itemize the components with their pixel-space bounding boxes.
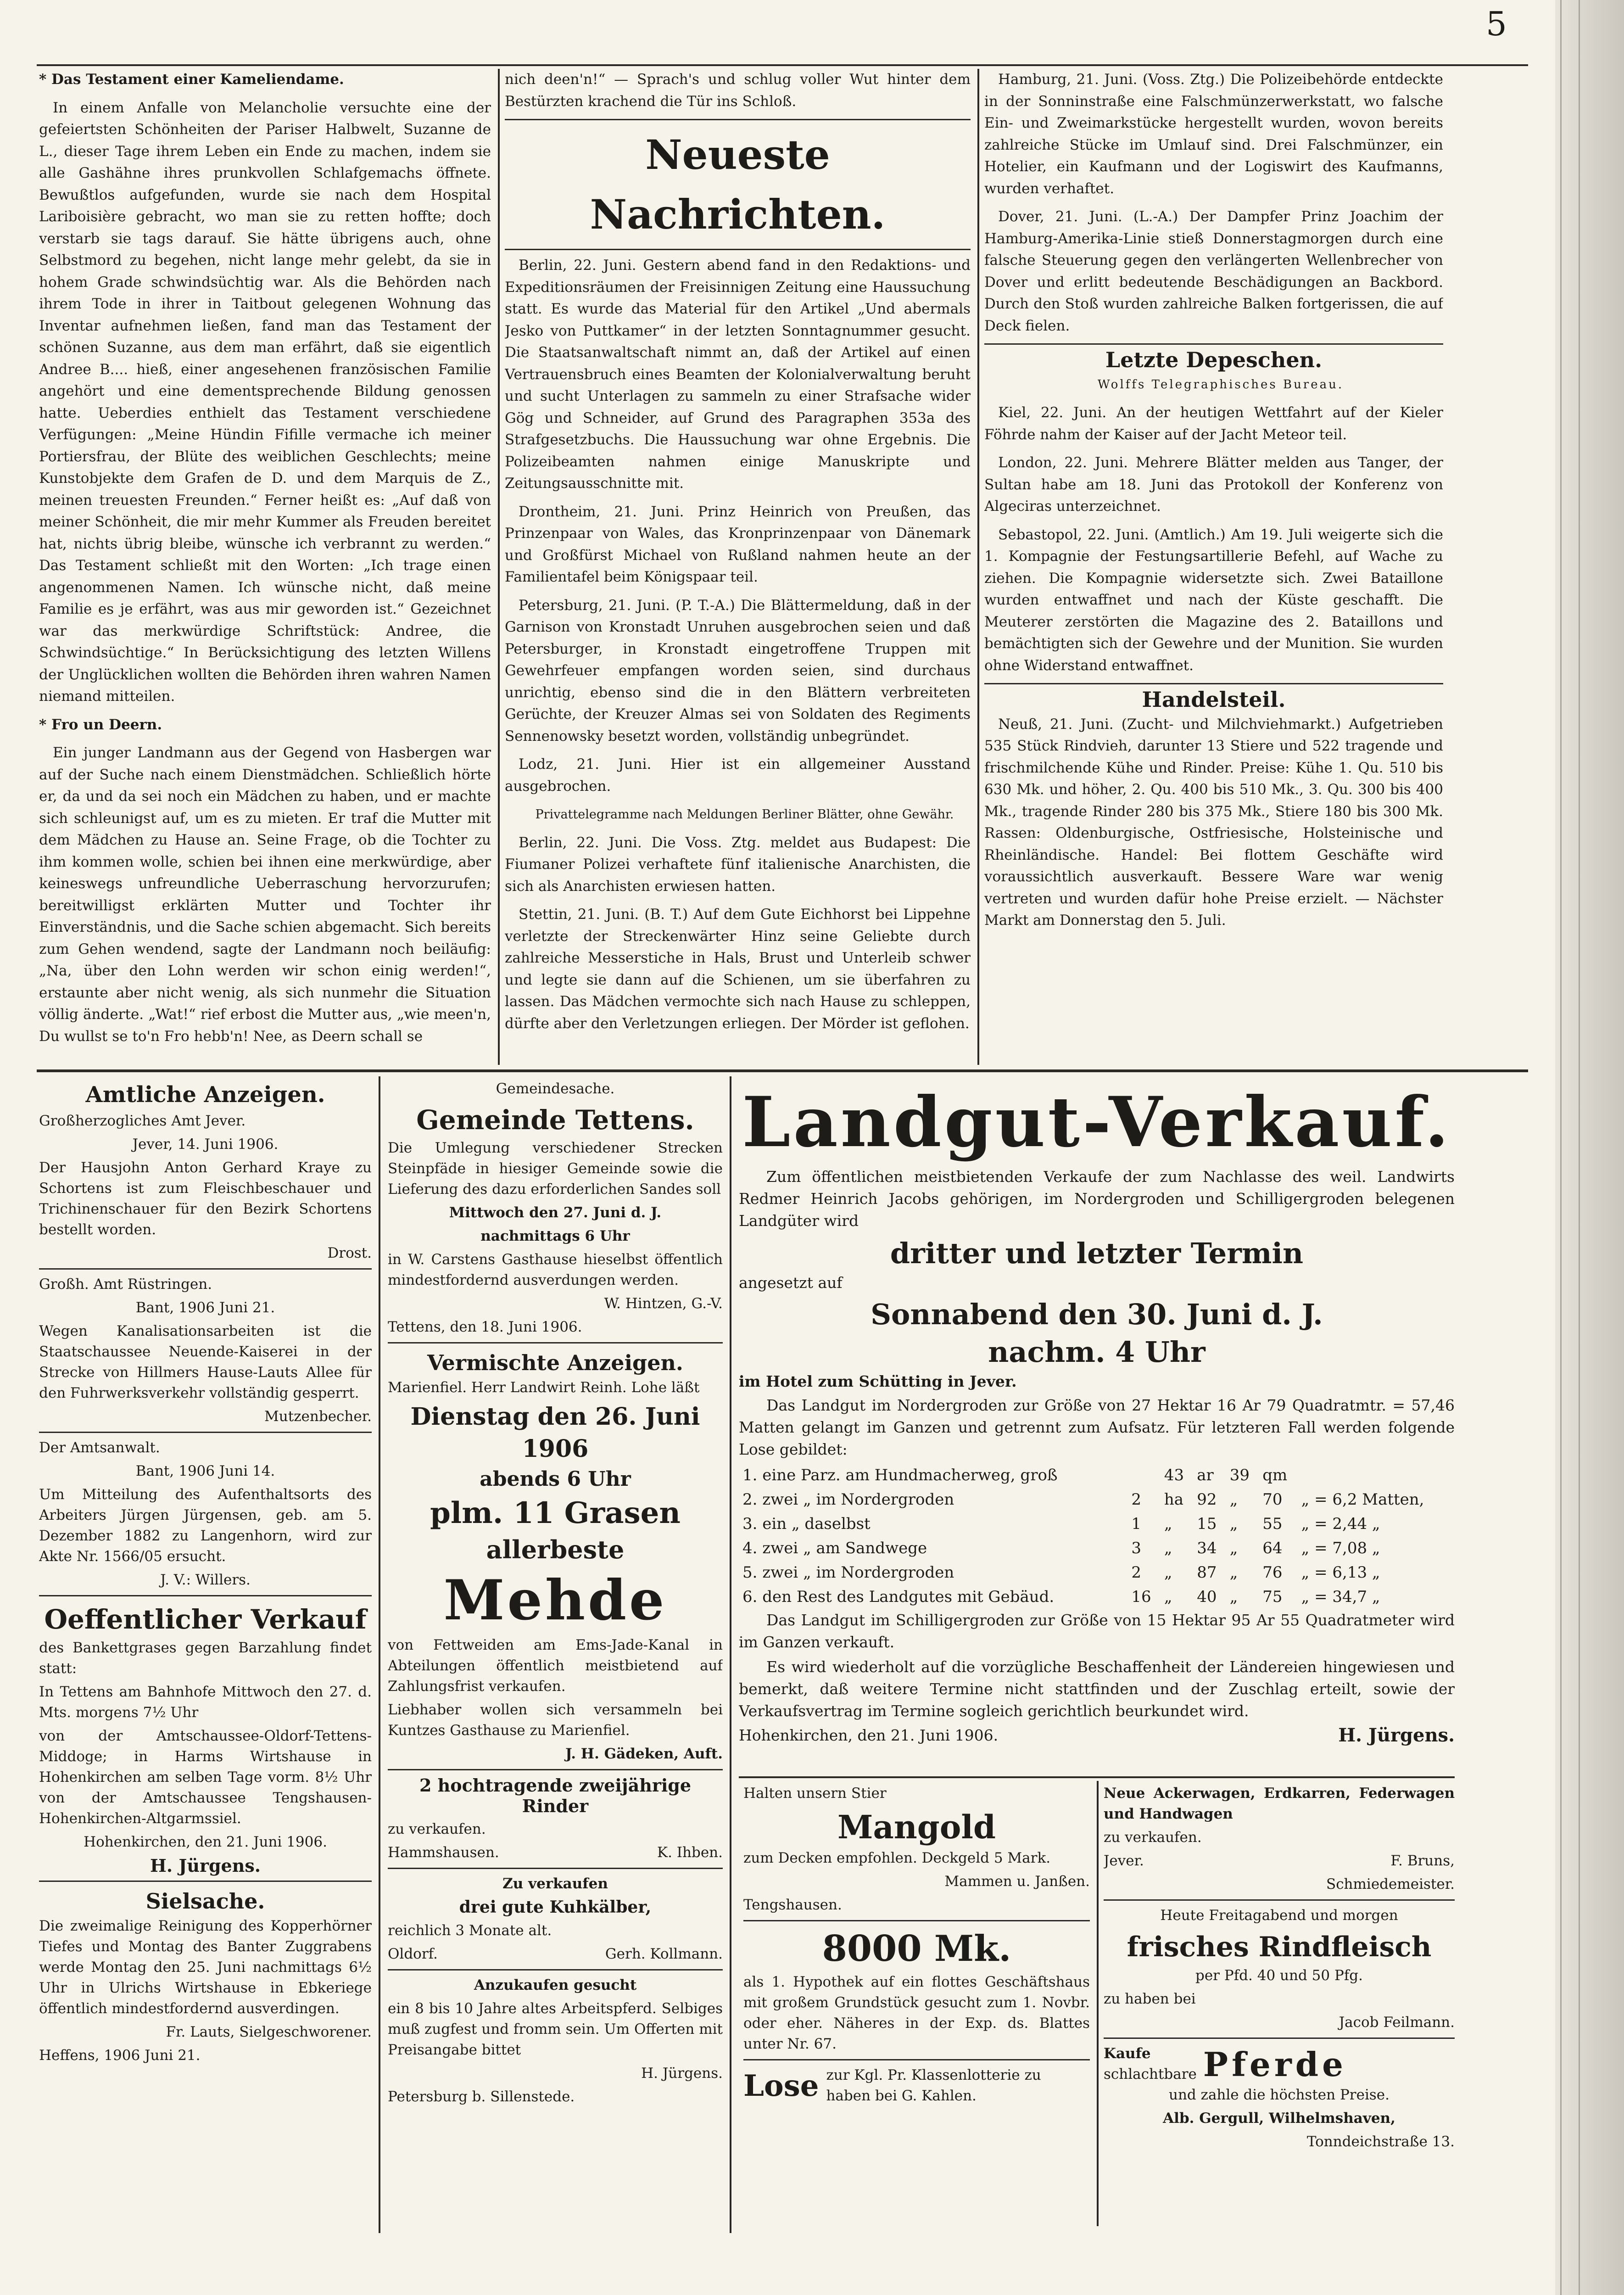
ad-place: Petersburg b. Sillenstede.: [388, 2088, 575, 2105]
section-title: Neueste Nachrichten.: [590, 131, 886, 238]
column-2: [505, 69, 971, 1065]
lot-row: [739, 1488, 1455, 1512]
lot-cell: 64: [1262, 1539, 1283, 1557]
ad-headline: Mehde: [443, 1568, 667, 1633]
ad-title: Gemeinde Tettens.: [416, 1104, 694, 1136]
lot-cell: 3. ein „ daselbst: [742, 1515, 871, 1533]
news-item: Neuß, 21. Juni. (Zucht- und Milchviehmarkt.) Aufgetrieben 535 Stück Rindvieh, darunter 13 Stiere und 522 tragende und frischmilchende Kühe und Rinder. Preise: Kühe 1. Qu. 510 bis 630 Mk. und höher, 2. Qu. 400 bis 510 Mk., 3. Qu. 300 bis 400 Mk., tragende Rinder 280 bis 375 Mk., Stiere 180 bis 300 Mk. Rassen: Oldenburgische, Ostfriesische, Holsteinische und Rheinländische. Handel: Bei flottem Geschäfte wird voraussichtlich ausverkauft. Bessere Ware war wenig vertreten und wurden dafür hohe Preise erzielt. — Nächster Markt am Donnerstag den 5. Juli.: [984, 716, 1443, 929]
ad-body: Es wird wiederholt auf die vorzügliche Beschaffenheit der Ländereien hingewiesen und bemerkt, daß weitere Termine nicht stattfinden und der Zuschlag erteilt, sowie der Verkaufsvertrag im Termine sogleich gerichtlich beurkundet wird.: [739, 1658, 1455, 1720]
lot-cell: [1298, 1463, 1455, 1488]
ad-date: Heffens, 1906 Juni 21.: [39, 2047, 201, 2064]
ad-date: Hohenkirchen, den 21. Juni 1906.: [84, 1834, 327, 1850]
small-ads-right: [1104, 1783, 1455, 2226]
lot-row: [739, 1585, 1455, 1609]
ad-headline: Lose: [743, 2068, 819, 2103]
small-ads-left: [743, 1783, 1090, 2226]
ad-signature: H. Jürgens.: [641, 2065, 723, 2082]
column-1: [39, 69, 491, 1065]
news-item: Dover, 21. Juni. (L.-A.) Der Dampfer Prinz Joachim der Hamburg-Amerika-Linie stieß Donnerstagmorgen durch eine falsche Steuerung gegen den verlängerten Wellenbrecher von Dover und erlitt bedeutende Beschädigungen an Backbord. Durch den Stoß wurden zahlreiche Balken fortgerissen, die auf Deck fielen.: [984, 208, 1443, 334]
ad-body: von der Amtschaussee-Oldorf-Tettens-Middoge; in Harms Wirtshause in Hohenkirchen am selben Tage vorm. 8½ Uhr von der Amtschaussee Tengshausen-Hohenkirchen-Altgarmssiel.: [39, 1728, 372, 1827]
news-item: Kiel, 22. Juni. An der heutigen Wettfahrt auf der Kieler Föhrde nahm der Kaiser auf der Jacht Meteor teil.: [984, 404, 1443, 443]
article-continuation: nich deen'n!“ — Sprach's und schlug voller Wut hinter dem Bestürzten krachend die Tür ins Schloß.: [505, 71, 971, 110]
ad-signature: F. Bruns,: [1390, 1853, 1455, 1869]
lot-cell: 3: [1131, 1539, 1141, 1557]
ad-signature: Fr. Lauts, Sielgeschworener.: [166, 2024, 372, 2040]
lot-row: [739, 1463, 1455, 1488]
ad-date: Tettens, den 18. Juni 1906.: [388, 1319, 582, 1335]
ad-headline: Landgut-Verkauf.: [742, 1082, 1451, 1163]
ad-date: Jever, 14. Juni 1906.: [132, 1136, 279, 1153]
ads-middle-column: [388, 1079, 723, 2231]
lot-cell: [1127, 1463, 1160, 1488]
ad-authority: Großherzogliches Amt Jever.: [39, 1113, 246, 1129]
lot-cell: „: [1229, 1490, 1238, 1509]
ad-title: Anzukaufen gesucht: [474, 1977, 637, 1993]
ad-body: ein 8 bis 10 Jahre altes Arbeitspferd. Selbiges muß zugfest und fromm sein. Um Offerten mit Preisangabe bittet: [388, 2000, 723, 2058]
lot-cell: 87: [1197, 1563, 1217, 1582]
lot-cell: 15: [1197, 1515, 1217, 1533]
ad-body: Liebhaber wollen sich versammeln bei Kuntzes Gasthause zu Marienfiel.: [388, 1702, 723, 1739]
ad-signature: J. H. Gädeken, Auft.: [565, 1746, 723, 1762]
ad-body: Zum öffentlichen meistbietenden Verkaufe der zum Nachlasse des weil. Landwirts Redmer Heinrich Jacobs gehörigen, im Nordergroden und Schilligergroden belegenen Landgüter wird: [739, 1168, 1455, 1230]
ad-rule: [739, 1776, 1455, 1778]
ad-place: Tengshausen.: [743, 1897, 842, 1913]
news-item: Petersburg, 21. Juni. (P. T.-A.) Die Blättermeldung, daß in der Garnison von Kronstadt Unruhen ausgebrochen seien und daß Petersburger, in Kronstadt eingetroffene Truppen mit Gewehrfeuer empfangen worden seien, sind durchaus unrichtig, ebenso sind die in den Blättern verbreiteten Gerüchte, der Kreuzer Almas sei von Soldaten des Regiments Sennenowsky besetzt worden, vollständig unbegründet.: [505, 597, 971, 744]
ad-headline: drei gute Kuhkälber,: [459, 1898, 652, 1917]
ad-title: 2 hochtragende zweijährige Rinder: [419, 1775, 692, 1816]
ad-body: Halten unsern Stier: [743, 1785, 887, 1802]
lot-row: [739, 1536, 1455, 1561]
article-body: In einem Anfalle von Melancholie versuchte eine der gefeiertsten Schönheiten der Pariser Halbwelt, Suzanne de L., dieser Tage ihrem Leben ein Ende zu machen, indem sie alle Gashähne ihres prunkvollen Schlafgemachs öffnete. Bewußtlos aufgefunden, wurde sie nach dem Hospital Lariboisière gebracht, wo man sie zu retten hoffte; doch verstarb sie tags darauf. Sie hätte übrigens auch, ohne Selbstmord zu begehen, nicht lange mehr gelebt, da sie in hohem Grade schwindsüchtig war. Als die Behörden nach ihrem Tode in ihrer in Taitbout gelegenen Wohnung das Inventar aufnehmen ließen, fand man das Testament der schönen Suzanne, aus dem man erfährt, daß sie eigentlich Andree B.... hieß, einer angesehenen französischen Familie angehört und eine dementsprechende Bildung genossen hatte. Ueberdies enthielt das Testament verschiedene Verfügungen: „Meine Hündin Fifille vermache ich meiner Portiersfrau, der Blüte des weiblichen Geschlechts; meine Kunstobjekte dem Grafen de D. und dem Marquis de Z., meinen treuesten Freunden.“ Ferner heißt es: „Auf daß von meiner Schönheit, die mir mehr Kummer als Freuden bereitet hat, nichts übrig bleibe, wünsche ich verbrannt zu werden.“ Das Testament schließt mit den Worten: „Ich trage einen angenommenen Namen. Ich wünsche nicht, daß meine Familie es je erfährt, was aus mir geworden ist.“ Gezeichnet war das merkwürdige Schriftstück: Andree, die Schwindsüchtige.“ In Berücksichtigung des letzten Willens der Unglücklichen wollten die Behörden ihren wahren Namen niemand mitteilen.: [39, 99, 491, 705]
lot-cell: 43: [1164, 1466, 1184, 1484]
ad-time: abends 6 Uhr: [480, 1467, 631, 1491]
ad-body: zu verkaufen.: [388, 1821, 486, 1837]
ad-body: Der Hausjohn Anton Gerhard Kraye zu Schortens ist zum Fleischbeschauer und Trichinenschauer für den Bezirk Schortens bestellt worden.: [39, 1159, 372, 1238]
lot-cell: 2: [1131, 1563, 1141, 1582]
lot-cell: 2. zwei „ im Nordergroden: [742, 1490, 954, 1509]
ad-signature: W. Hintzen, G.-V.: [604, 1295, 723, 1312]
lot-cell: 39: [1229, 1466, 1250, 1484]
ad-time: nachm. 4 Uhr: [988, 1335, 1205, 1369]
lots-table: [739, 1463, 1455, 1609]
ad-title: Sielsache.: [145, 1889, 265, 1914]
ad-body: zur Kgl. Pr. Klassenlotterie zu haben bei G. Kahlen.: [826, 2067, 1041, 2104]
ad-body: in W. Carstens Gasthause hieselbst öffentlich mindestfordernd ausverdungen werden.: [388, 1251, 723, 1288]
news-item: Lodz, 21. Juni. Hier ist ein allgemeiner Ausstand ausgebrochen.: [505, 756, 971, 795]
lot-cell: 5. zwei „ im Nordergroden: [742, 1563, 954, 1582]
ad-body: zum Decken empfohlen. Deckgeld 5 Mark.: [743, 1850, 1051, 1866]
ad-signature: Mammen u. Janßen.: [944, 1873, 1090, 1890]
news-item: London, 22. Juni. Mehrere Blätter melden aus Tanger, der Sultan habe am 18. Juni das Protokoll der Konferenz von Algeciras unterzeichnet.: [984, 454, 1443, 515]
ad-signature: Schmiedemeister.: [1326, 1876, 1455, 1892]
lot-cell: „: [1164, 1539, 1172, 1557]
ad-place: im Hotel zum Schütting in Jever.: [739, 1372, 1017, 1390]
ad-column-rule: [379, 1076, 380, 2233]
lot-cell: 34: [1197, 1539, 1217, 1557]
ad-place: Oldorf.: [388, 1946, 438, 1962]
ad-time: nachmittags 6 Uhr: [480, 1228, 630, 1244]
ad-headline: dritter und letzter Termin: [890, 1237, 1304, 1270]
ad-title: Oeffentlicher Verkauf: [44, 1604, 367, 1635]
ad-date: Bant, 1906 Juni 14.: [135, 1463, 275, 1479]
ad-price: per Pfd. 40 und 50 Pfg.: [1195, 1967, 1363, 1984]
private-telegram-note: Privattelegramme nach Meldungen Berliner Blätter, ohne Gewähr.: [535, 807, 954, 822]
lot-cell: 70: [1262, 1490, 1283, 1509]
lot-row: [739, 1561, 1455, 1585]
lot-cell: „: [1229, 1515, 1238, 1533]
page-edge-line: [1579, 0, 1580, 2295]
article-title: * Fro un Deern.: [39, 716, 162, 733]
article-body: Ein junger Landmann aus der Gegend von Hasbergen war auf der Suche nach einem Dienstmädchen. Schließlich hörte er, da und da sei noch ein Mädchen zu haben, und er machte sich schleunigst auf, um es zu mieten. Er traf die Mutter mit dem Mädchen zu Hause an. Seine Frage, ob die Tochter zu ihm kommen wolle, schien bei ihnen eine merkwürdige, aber keineswegs unfreundliche Ueberraschung hervorzurufen; bereitwilligst erklärten Mutter und Tochter ihr Einverständnis, und die Sache schien abgemacht. Sich bereits zum Gehen wendend, sagte der Landmann noch beiläufig: „Na, über den Lohn werden wir schon einig werden!“, erstaunte aber nicht wenig, als sich nunmehr die Situation völlig änderte. „Wat!“ rief erbost die Mutter aus, „wie meen'n, Du wullst se to'n Fro hebb'n! Nee, as Deern schall se: [39, 744, 491, 1045]
ad-signature: K. Ihben.: [657, 1844, 723, 1861]
lot-cell: qm: [1262, 1466, 1288, 1484]
ad-body: Marienfiel. Herr Landwirt Reinh. Lohe läßt: [388, 1379, 700, 1396]
ad-column-rule: [730, 1076, 731, 2233]
lot-cell: „: [1229, 1539, 1238, 1557]
lot-cell: „ = 7,08 „: [1301, 1539, 1380, 1557]
ad-signature: H. Jürgens.: [150, 1855, 261, 1876]
news-item: Stettin, 21. Juni. (B. T.) Auf dem Gute Eichhorst bei Lippehne verletzte der Streckenwärter Hinz seine Geliebte durch zahlreiche Messerstiche in Hals, Brust und Unterleib schwer und legte sie dann auf die Schienen, um sie überfahren zu lassen. Das Mädchen vermochte sich nach Hause zu schleppen, dürfte aber den Verletzungen erliegen. Der Mörder ist geflohen.: [505, 906, 971, 1032]
ad-signature: Gerh. Kollmann.: [605, 1946, 723, 1962]
lot-cell: 6. den Rest des Landgutes mit Gebäud.: [742, 1588, 1055, 1606]
ad-authority: Großh. Amt Rüstringen.: [39, 1276, 212, 1293]
lot-cell: „: [1164, 1515, 1172, 1533]
ad-body: Die zweimalige Reinigung des Kopperhörner Tiefes und Montag des Banter Zuggrabens werde Montag den 25. Juni nachmittags 6½ Uhr in Ulrichs Wirtshause in Ebkeriege öffentlich mindestfordernd ausverdingen.: [39, 1918, 372, 2017]
ad-title: Neue Ackerwagen, Erdkarren, Federwagen und Handwagen: [1104, 1785, 1455, 1822]
ad-date: Mittwoch den 27. Juni d. J.: [449, 1204, 662, 1221]
lot-cell: 1. eine Parz. am Hundmacherweg, groß: [742, 1466, 1058, 1484]
ad-body: angesetzt auf: [739, 1274, 843, 1292]
lot-cell: ar: [1197, 1466, 1214, 1484]
ad-headline: frisches Rindfleisch: [1127, 1931, 1432, 1963]
ads-heading: Amtliche Anzeigen.: [85, 1082, 325, 1108]
ad-date: Bant, 1906 Juni 21.: [135, 1299, 275, 1316]
lot-cell: „: [1229, 1563, 1238, 1582]
lot-cell: „ = 2,44 „: [1301, 1515, 1380, 1533]
section-title: Letzte Depeschen.: [1105, 347, 1323, 372]
article-title: * Das Testament einer Kameliendame.: [39, 71, 344, 88]
ad-address: Tonndeichstraße 13.: [1306, 2133, 1455, 2150]
lot-cell: „ = 34,7 „: [1301, 1588, 1380, 1606]
page-number: 5: [1486, 5, 1507, 43]
ad-date: Sonnabend den 30. Juni d. J.: [871, 1298, 1323, 1331]
news-item: Berlin, 22. Juni. Die Voss. Ztg. meldet aus Budapest: Die Fiumaner Polizei verhaftete fünf italienische Anarchisten, die sich als Anarchisten erwiesen hatten.: [505, 834, 971, 895]
ad-column-rule: [1097, 1781, 1099, 2226]
ad-body: und zahle die höchsten Preise.: [1168, 2087, 1390, 2103]
ad-signature: Jacob Feilmann.: [1339, 2014, 1455, 2031]
ad-body: reichlich 3 Monate alt.: [388, 1922, 552, 1939]
news-item: Drontheim, 21. Juni. Prinz Heinrich von Preußen, das Prinzenpaar von Wales, das Kronprinzenpaar von Dänemark und Großfürst Michael von Rußland nahmen heute an der Familientafel beim Königspaar teil.: [505, 503, 971, 585]
news-item: Berlin, 22. Juni. Gestern abend fand in den Redaktions- und Expeditionsräumen der Freisinnigen Zeitung eine Haussuchung statt. Es wurde das Material für den Artikel „Und abermals Jesko von Puttkamer“ in der letzten Sonntagnummer gesucht. Die Staatsanwaltschaft nimmt an, daß der Artikel auf einen Vertrauensbruch eines Beamten der Kolonialverwaltung beruht und sucht Unterlagen zu sammeln zu einer Strafsache wider Gög und Schneider, auf Grund des Paragraphen 353a des Strafgesetzbuchs. Die Haussuchung war ohne Ergebnis. Die Polizeibeamten nahmen einige Manuskripte und Zeitungsausschnitte mit.: [505, 257, 971, 492]
ad-body: Das Landgut im Schilligergroden zur Größe von 15 Hektar 95 Ar 55 Quadratmeter wird im Ganzen verkauft.: [739, 1611, 1455, 1651]
ad-body: Die Umlegung verschiedener Strecken Steinpfäde in hiesiger Gemeinde sowie die Lieferung des dazu erforderlichen Sandes soll: [388, 1140, 723, 1198]
ad-date: Hohenkirchen, den 21. Juni 1906.: [739, 1726, 999, 1744]
lot-cell: ha: [1164, 1490, 1183, 1509]
lot-row: [739, 1512, 1455, 1536]
column-rule: [498, 69, 500, 1065]
ad-body: schlachtbare: [1104, 2066, 1197, 2082]
ad-signature: Drost.: [327, 1245, 372, 1261]
ad-title: Zu verkaufen: [502, 1875, 608, 1892]
lot-cell: 75: [1262, 1588, 1283, 1606]
lot-cell: 2: [1131, 1490, 1141, 1509]
ad-headline: Pferde: [1203, 2044, 1347, 2084]
section-rule: [37, 1069, 1528, 1072]
lot-cell: 1: [1131, 1515, 1141, 1533]
lot-cell: 76: [1262, 1563, 1283, 1582]
news-item: Sebastopol, 22. Juni. (Amtlich.) Am 19. Juli weigerte sich die 1. Kompagnie der Festungsartillerie Befehl, auf Wache zu ziehen. Die Kompagnie widersetzte sich. Zwei Bataillone wurden entwaffnet und nach der Küste geschafft. Die Meuterer zerstörten die Magazine des 2. Bataillons und bemächtigten sich der Gewehre und der Munition. Sie wurden ohne Widerstand entwaffnet.: [984, 526, 1443, 674]
ads-left-column: [39, 1079, 372, 2231]
ad-headline: 8000 Mk.: [822, 1928, 1011, 1970]
lot-cell: 55: [1262, 1515, 1283, 1533]
ad-body: zu verkaufen.: [1104, 1829, 1202, 1846]
column-3: [984, 69, 1443, 1065]
column-rule: [977, 69, 979, 1065]
ad-body: Das Landgut im Nordergroden zur Größe von 27 Hektar 16 Ar 79 Quadratmtr. = 57,46 Matten gelangt im Ganzen und getrennt zum Aufsatz. Für letzteren Fall werden folgende Lose gebildet:: [739, 1396, 1455, 1458]
ad-place: Hammshausen.: [388, 1844, 499, 1861]
section-title: Handelsteil.: [1142, 687, 1286, 712]
ad-authority: Der Amtsanwalt.: [39, 1439, 160, 1456]
ad-date: Dienstag den 26. Juni 1906: [410, 1403, 700, 1463]
ad-signature: Mutzenbecher.: [264, 1408, 372, 1425]
lot-cell: 40: [1197, 1588, 1217, 1606]
ad-headline: Mangold: [837, 1808, 996, 1846]
lot-cell: „: [1164, 1563, 1172, 1582]
lot-cell: 16: [1131, 1588, 1151, 1606]
ad-headline: allerbeste: [486, 1535, 625, 1564]
lot-cell: 92: [1197, 1490, 1217, 1509]
top-rule: [37, 64, 1528, 66]
ad-signature: J. V.: Willers.: [160, 1572, 251, 1588]
section-subtitle: Wolffs Telegraphisches Bureau.: [1097, 377, 1344, 392]
ad-subheading: Gemeindesache.: [496, 1080, 615, 1097]
ad-body: zu haben bei: [1104, 1991, 1196, 2007]
ad-body: als 1. Hypothek auf ein flottes Geschäftshaus mit großem Grundstück gesucht zum 1. Novbr. oder eher. Näheres in der Exp. ds. Blattes unter Nr. 67.: [743, 1974, 1090, 2052]
news-item: Hamburg, 21. Juni. (Voss. Ztg.) Die Polizeibehörde entdeckte in der Sonninstraße eine Falschmünzerwerkstatt, wo falsche Ein- und Zweimarkstücke hergestellt wurden, wovon bereits zahlreiche Stücke im Umlauf sind. Drei Falschmünzer, ein Hotelier, ein Kaufmann und der Logiswirt des Kaufmanns, wurden verhaftet.: [984, 71, 1443, 197]
ad-signature: Alb. Gergull, Wilhelmshaven,: [1163, 2110, 1395, 2127]
book-edge: [1555, 0, 1624, 2295]
ads-heading: Vermischte Anzeigen.: [427, 1350, 683, 1375]
lot-cell: „: [1164, 1588, 1172, 1606]
lot-cell: „ = 6,2 Matten,: [1301, 1490, 1424, 1509]
ad-headline: plm. 11 Grasen: [430, 1496, 681, 1530]
ad-body: Wegen Kanalisationsarbeiten ist die Staatschaussee Neuende-Kaiserei in der Strecke von Hillmers Hause-Lauts Allee für den Fuhrwerksverkehr vollständig gesperrt.: [39, 1323, 372, 1401]
ad-body: Um Mitteilung des Aufenthaltsorts des Arbeiters Jürgen Jürgensen, geb. am 5. Dezember 1882 zu Langenhorn, wird zur Akte Nr. 1566/05 ersucht.: [39, 1486, 372, 1565]
ad-body: In Tettens am Bahnhofe Mittwoch den 27. d. Mts. morgens 7½ Uhr: [39, 1684, 372, 1721]
ad-body: Heute Freitagabend und morgen: [1160, 1907, 1398, 1924]
lot-cell: „ = 6,13 „: [1301, 1563, 1380, 1582]
ad-signature: H. Jürgens.: [1338, 1724, 1455, 1746]
page-edge-line: [1560, 0, 1562, 2295]
ad-body: Kaufe: [1104, 2045, 1151, 2062]
ad-body: von Fettweiden am Ems-Jade-Kanal in Abteilungen öffentlich meistbietend auf Zahlungsfrist verkaufen.: [388, 1637, 723, 1695]
landgut-ad: [739, 1079, 1455, 1767]
lot-cell: 4. zwei „ am Sandwege: [742, 1539, 927, 1557]
ad-body: des Bankettgrases gegen Barzahlung findet statt:: [39, 1640, 372, 1677]
lot-cell: „: [1229, 1588, 1238, 1606]
ad-place: Jever.: [1104, 1853, 1144, 1869]
